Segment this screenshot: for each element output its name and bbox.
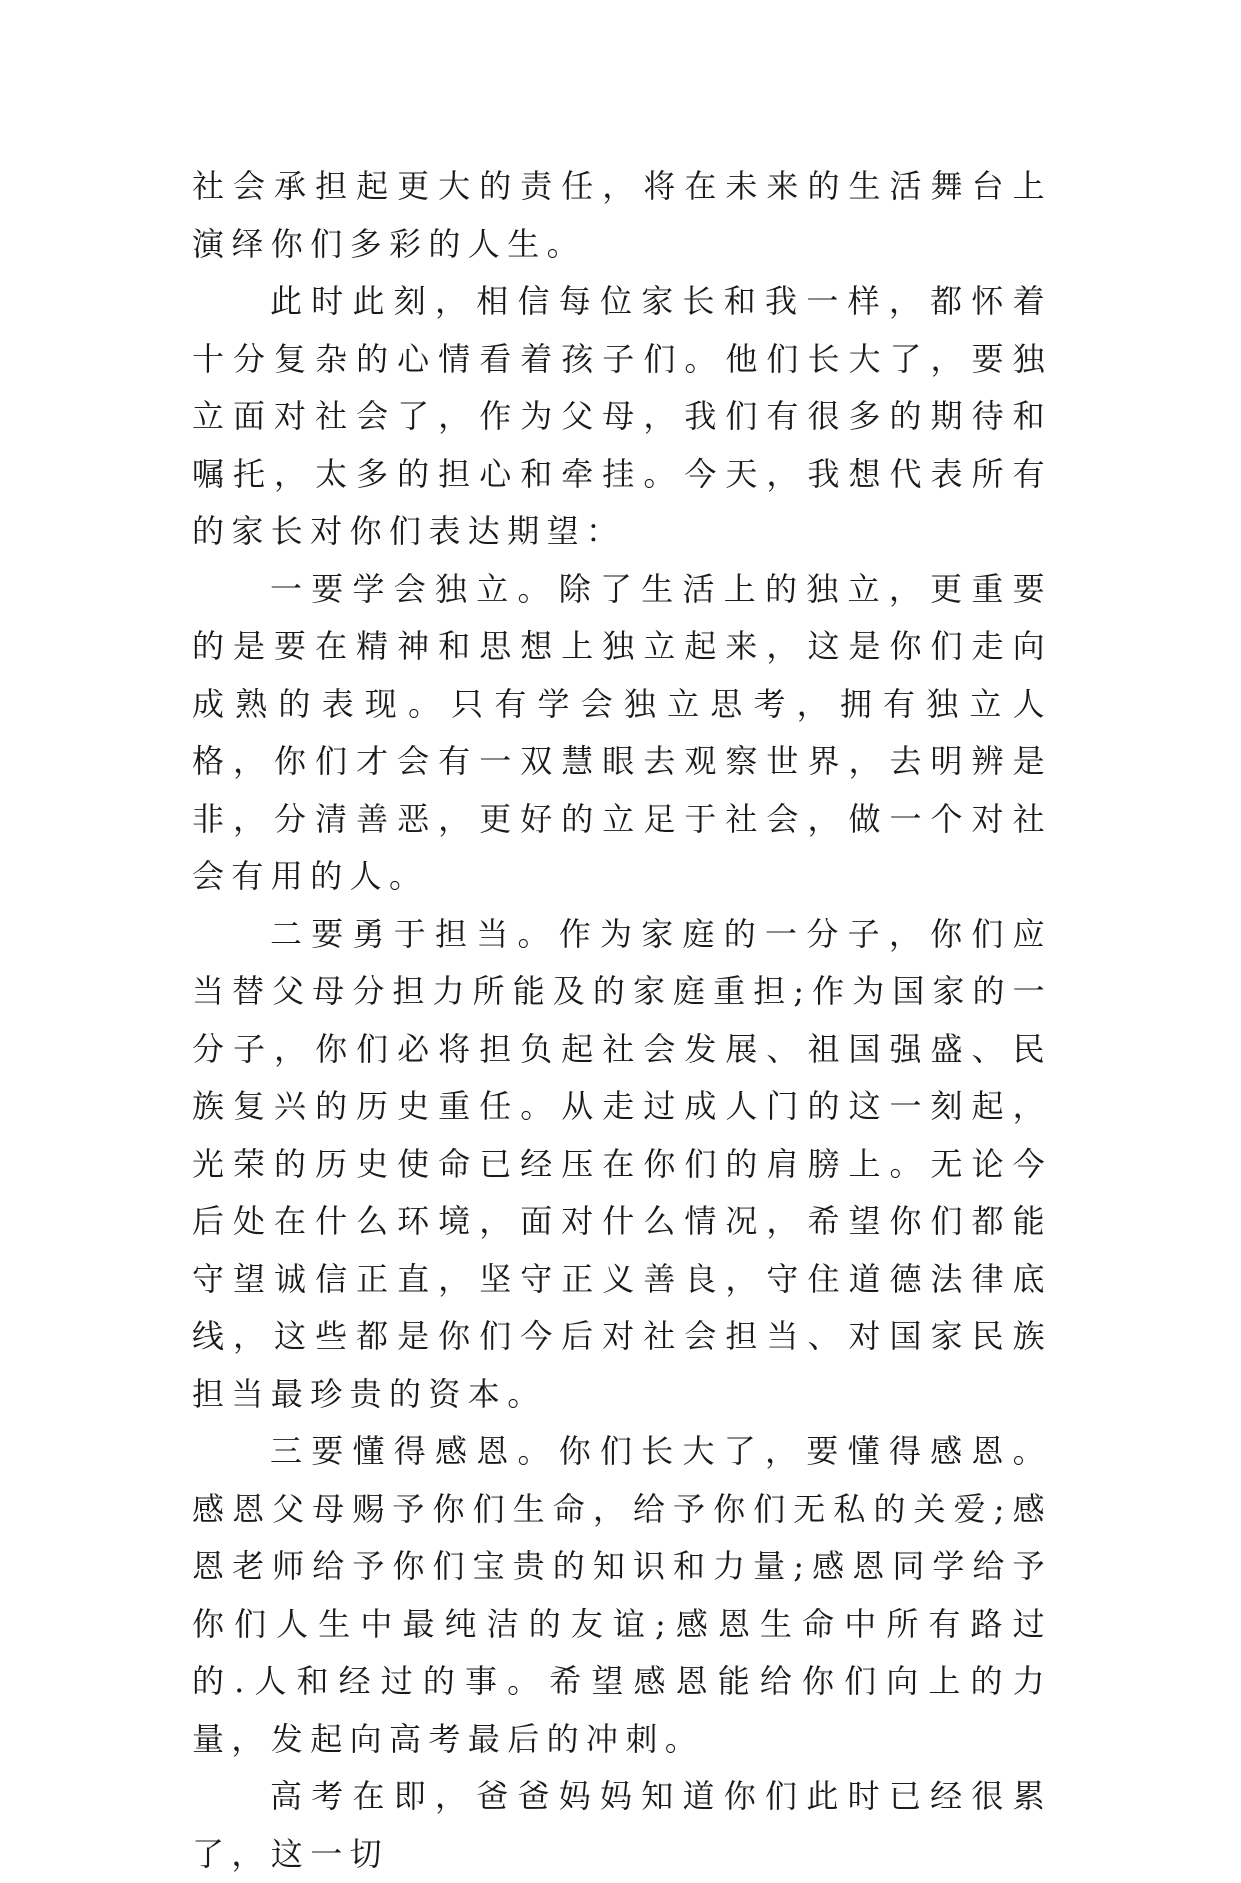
paragraph-responsibility: 二要勇于担当。作为家庭的一分子，你们应当替父母分担力所能及的家庭重担;作为国家的一分子，你们必将担负起社会发展、祖国强盛、民族复兴的历史重任。从走过成人门的这一刻起，光荣的历史使命已经压在你们的肩膀上。无论今后处在什么环境，面对什么情况，希望你们都能守望诚信正直，坚守正义善良，守住道德法律底线，这些都是你们今后对社会担当、对国家民族担当最珍贵的资本。 (192, 914, 1052, 1413)
paragraph-parents-feelings: 此时此刻，相信每位家长和我一样，都怀着十分复杂的心情看着孩子们。他们长大了，要独立面对社会了，作为父母，我们有很多的期待和嘱托，太多的担心和牵挂。今天，我想代表所有的家长对你们表达期望： (192, 282, 1052, 550)
paragraph-gratitude: 三要懂得感恩。你们长大了，要懂得感恩。感恩父母赐予你们生命，给予你们无私的关爱;感恩老师给予你们宝贵的知识和力量;感恩同学给予你们人生中最纯洁的友谊;感恩生命中所有路过的.人和经过的事。希望感恩能给你们向上的力量，发起向高考最后的冲刺。 (192, 1432, 1052, 1758)
paragraph-exam: 高考在即，爸爸妈妈知道你们此时已经很累了，这一切 (192, 1777, 1052, 1873)
document-body (192, 158, 1052, 1883)
paragraph-continuation: 社会承担起更大的责任，将在未来的生活舞台上演绎你们多彩的人生。 (192, 167, 1052, 263)
paragraph-independence: 一要学会独立。除了生活上的独立，更重要的是要在精神和思想上独立起来，这是你们走向成熟的表现。只有学会独立思考，拥有独立人格，你们才会有一双慧眼去观察世界，去明辨是非，分清善恶，更好的立足于社会，做一个对社会有用的人。 (192, 569, 1052, 895)
